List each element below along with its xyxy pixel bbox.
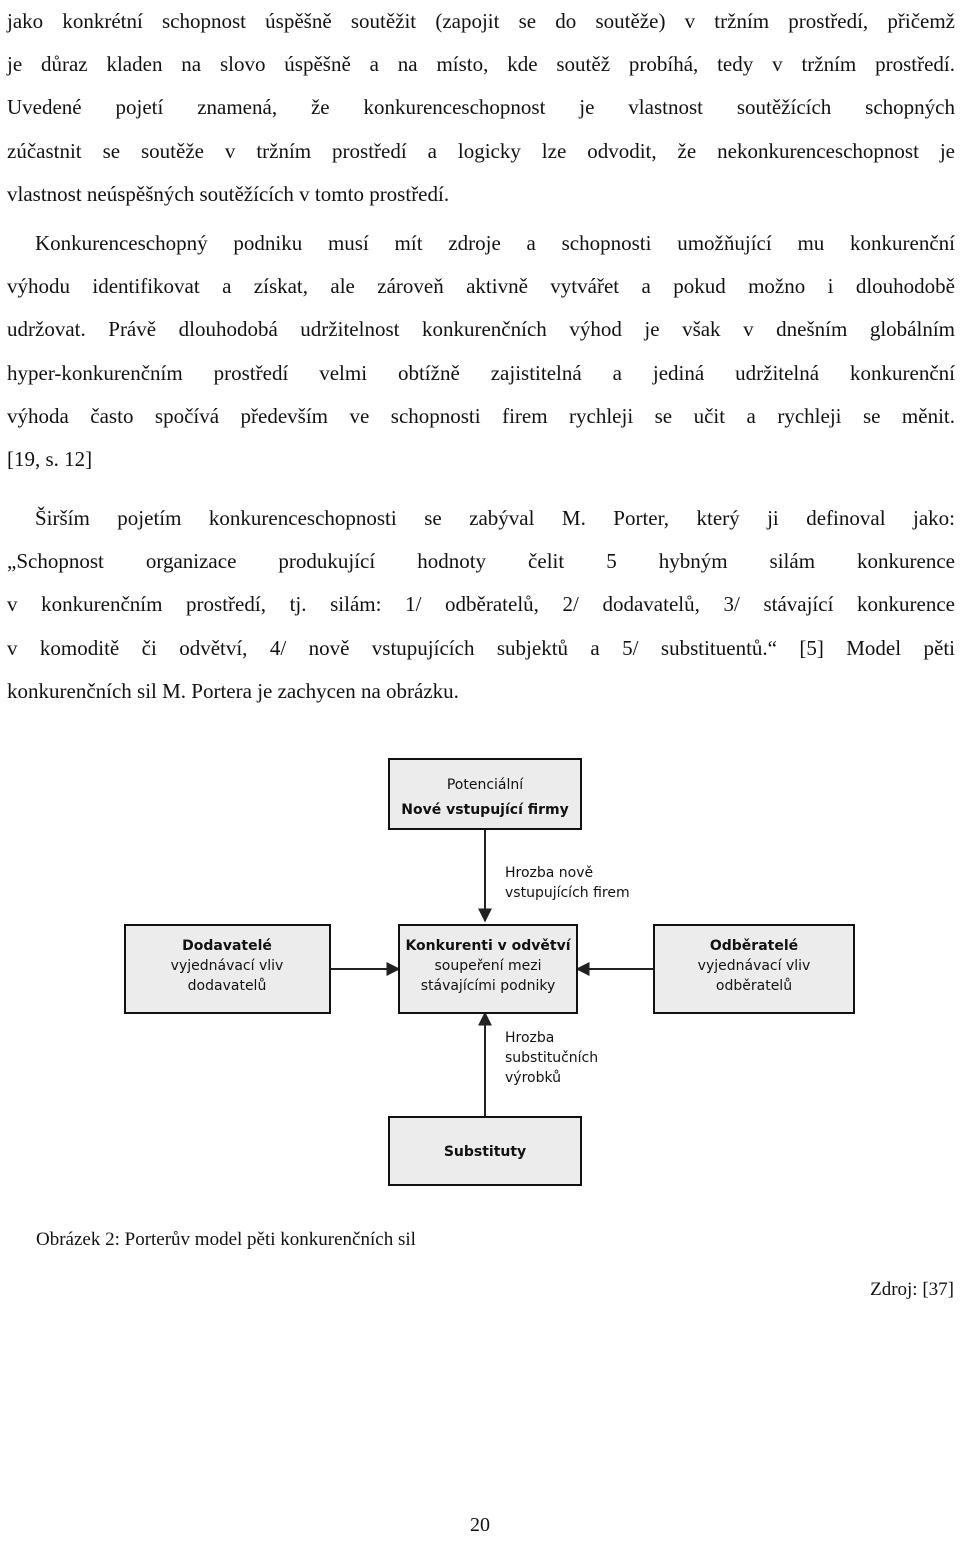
- box-text: odběratelů: [715, 978, 793, 994]
- text-line: Širším pojetím konkurenceschopnosti se zabýval M. Porter, který ji definoval jako:: [35, 506, 955, 530]
- box-suppliers: [125, 925, 330, 1013]
- figure-source: Zdroj: [37]: [870, 1279, 954, 1300]
- text-line: „Schopnost organizace produkující hodnoty čelit 5 hybným silám konkurence: [7, 549, 955, 574]
- box-text: Substituty: [443, 1144, 527, 1160]
- label-new-entrants-threat: [505, 865, 630, 901]
- paragraph-3: [7, 497, 955, 713]
- box-rivalry: [399, 925, 577, 1013]
- label-text: Hrozba: [505, 1030, 555, 1046]
- text-line: Uvedené pojetí znamená, že konkurenceschopnost je vlastnost soutěžících schopných: [7, 95, 955, 120]
- porter-five-forces-diagram: [123, 757, 959, 1189]
- text-line: vlastnost neúspěšných soutěžících v tomto prostředí.: [7, 181, 450, 206]
- text-line: výhoda často spočívá především ve schopnosti firem rychleji se učit a rychleji se měnit.: [7, 403, 955, 428]
- box-text: soupeření mezi: [434, 958, 542, 974]
- box-text: vyjednávací vliv: [170, 958, 284, 974]
- text-line: výhodu identifikovat a získat, ale zároveň aktivně vytvářet a pokud možno i dlouhodobě: [7, 274, 955, 299]
- paragraph-2: [7, 222, 955, 481]
- figure-caption: Obrázek 2: Porterův model pěti konkurenčních sil: [36, 1229, 416, 1250]
- text-line: konkurenčních sil M. Portera je zachycen na obrázku.: [7, 678, 459, 703]
- text-line: v konkurenčním prostředí, tj. silám: 1/ odběratelů, 2/ dodavatelů, 3/ stávající konkurence: [7, 592, 955, 617]
- text-line: udržovat. Právě dlouhodobá udržitelnost konkurenčních výhod je však v dnešním globálním: [7, 317, 955, 342]
- text-line: hyper-konkurenčním prostředí velmi obtížně zajistitelná a jediná udržitelná konkurenční: [7, 360, 955, 385]
- box-text: Odběratelé: [709, 938, 799, 954]
- paragraph-1: [7, 0, 955, 216]
- label-text: substitučních: [505, 1050, 599, 1066]
- box-text: Dodavatelé: [182, 938, 272, 954]
- label-text: výrobků: [505, 1070, 562, 1086]
- box-new-entrants: [389, 759, 581, 829]
- box-buyers: [654, 925, 854, 1013]
- box-text: Nové vstupující firmy: [401, 802, 569, 818]
- text-line: zúčastnit se soutěže v tržním prostředí a logicky lze odvodit, že nekonkurenceschopnost je: [7, 138, 955, 163]
- text-line: v komoditě či odvětví, 4/ nově vstupujících subjektů a 5/ substituentů.“ [5] Model pěti: [7, 635, 955, 660]
- box-text: vyjednávací vliv: [697, 958, 811, 974]
- label-text: Hrozba nově: [505, 865, 594, 881]
- text-line: [19, s. 12]: [7, 446, 93, 471]
- label-text: vstupujících firem: [505, 885, 630, 901]
- text-line: jako konkrétní schopnost úspěšně soutěžit (zapojit se do soutěže) v tržním prostředí, přičemž: [7, 9, 955, 33]
- label-substitutes-threat: [505, 1030, 598, 1086]
- text-line: je důraz kladen na slovo úspěšně a na místo, kde soutěž probíhá, tedy v tržním prostředí.: [7, 52, 955, 77]
- box-text: Potenciální: [446, 777, 524, 793]
- box-text: dodavatelů: [187, 978, 267, 994]
- text-line: Konkurenceschopný podniku musí mít zdroje a schopnosti umožňující mu konkurenční: [35, 231, 955, 255]
- page-number: 20: [470, 1514, 490, 1536]
- box-text: stávajícími podniky: [420, 978, 556, 994]
- box-substitutes: [389, 1117, 581, 1185]
- box-text: Konkurenti v odvětví: [405, 938, 571, 954]
